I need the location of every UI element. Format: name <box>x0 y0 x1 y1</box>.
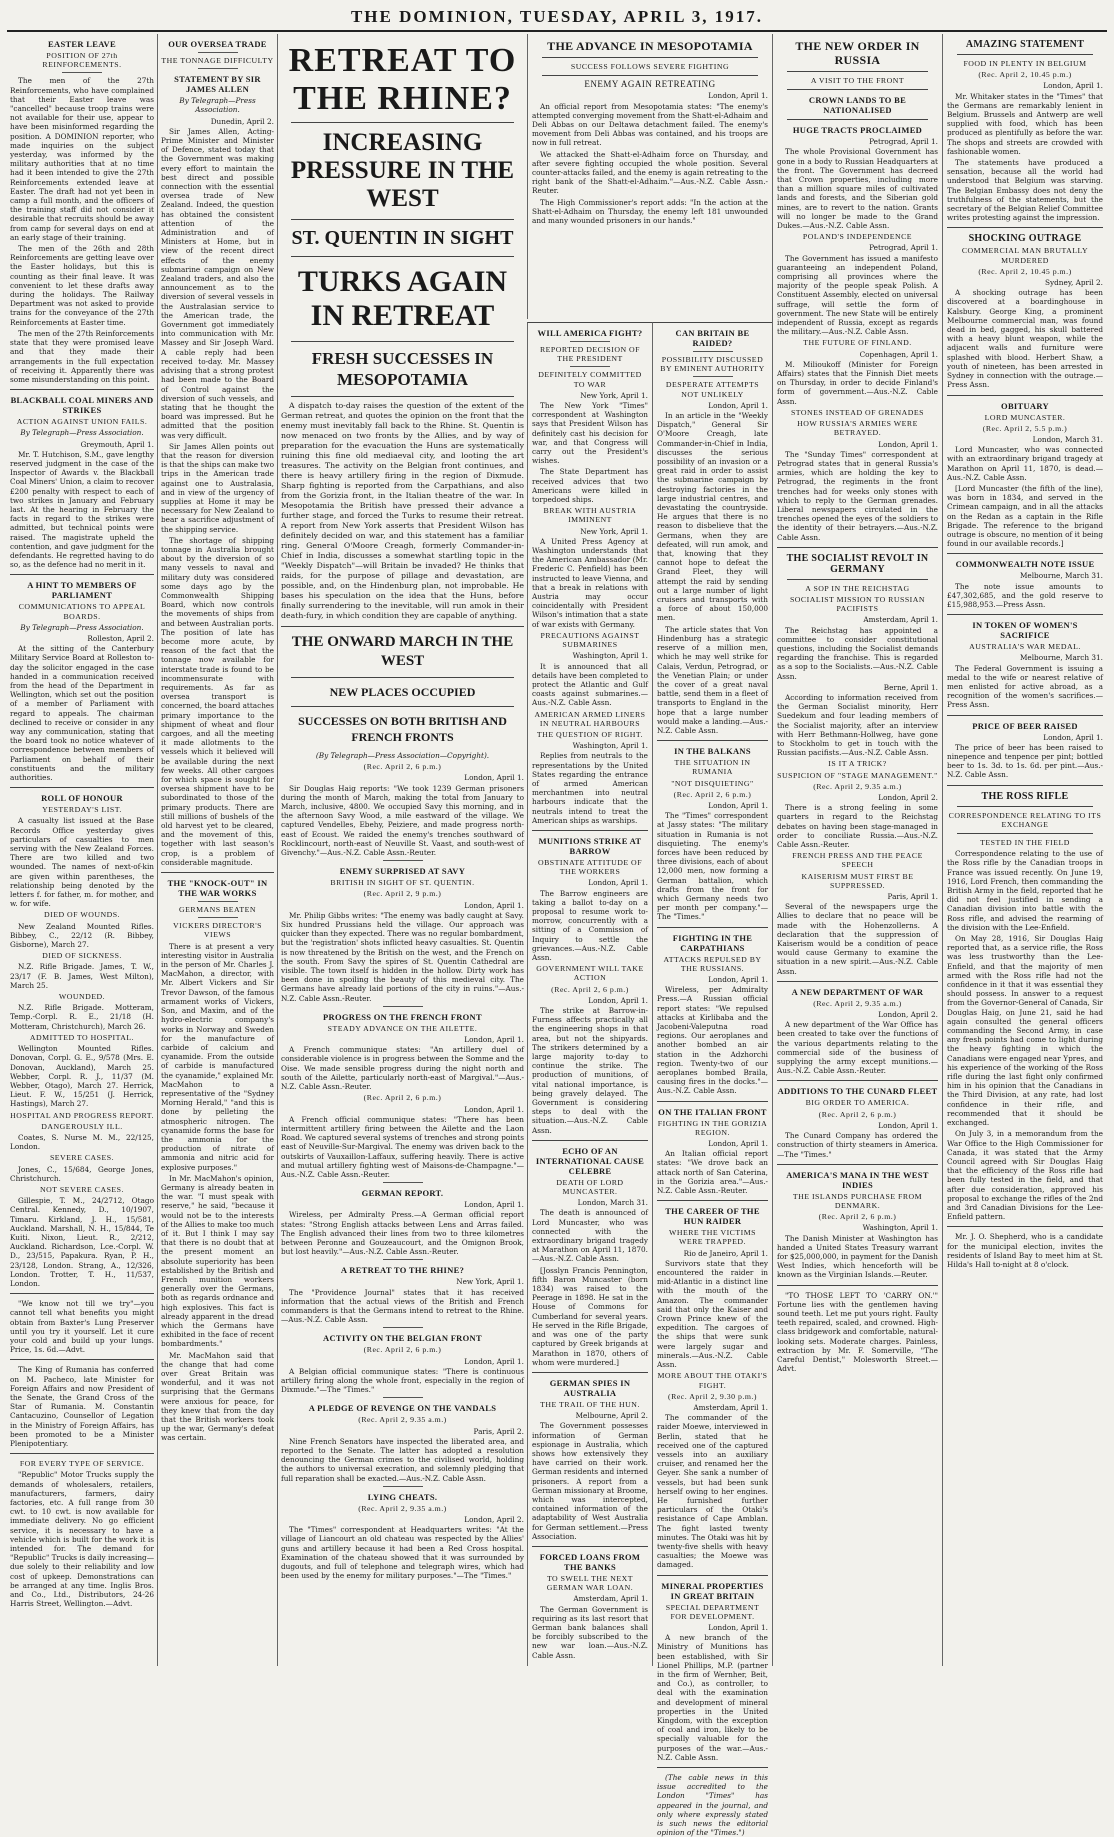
raider-dateline: Rio de Janeiro, April 1. <box>683 1248 768 1258</box>
advert-truck: "Republic" Motor Trucks supply the demands of wholesalers, retailers, manufacturers, farmers, dairy factories, etc. A full range from 30 cwt. to 10 cwt. is now available for immediate delivery. No go efficient service, it is necessary to have a vehicle which is built for the work it is intended for. The demand for "Republic" Trucks is daily increasing—due solely to their reliability and low cost of upkeep. Demonstrations can be arranged at any time. Inglis Bros. and Co., Ltd., Distributors, 24-26 Harris Street, Wellington.—Advt. <box>10 1470 154 1609</box>
token-headline: IN TOKEN OF WOMEN'S SACRIFICE <box>972 620 1078 641</box>
roll-dang: Coates, S. Nurse M. M., 22/125, London. <box>10 1132 154 1152</box>
echo-dateline: London, March 31. <box>577 1198 648 1208</box>
mana-rec: (Rec. April 2, 6 p.m.) <box>818 1212 897 1222</box>
trick-subhead: SUSPICION OF "STAGE MANAGEMENT." <box>777 770 938 780</box>
carpathians-headline: FIGHTING IN THE CARPATHIANS <box>672 932 753 953</box>
knock-para: In Mr. MacMahon's opinion, Germany is already beaten in the war. "I must speak with reserve," he said, "because it would not be to the interests of the Allies to make too much of it. But I think I may say that there is no doubt that at the present moment an absolute superiority has been established by the British and French munition workers generally over the Germans, both as regards ordnance and high explosives. This fact is already apparent in the dread which the Germans have exhibited in the face of recent bombardments." <box>161 1173 274 1349</box>
note-issue-para: The note issue amounts to £47,302,685, and the gold reserve to £15,988,953.—Press Assn. <box>947 581 1103 609</box>
rhine-headline: A RETREAT TO THE RHINE? <box>340 1265 465 1276</box>
austria-head: BREAK WITH AUSTRIA IMMINENT <box>543 506 637 525</box>
successes-para: Sir Douglas Haig reports: "We took 1239 German prisoners during the month of March, making the total from January to March, inclusive, 4800. We occupied Savy this morning, and in the afternoon Savy Wood, a mile eastward of the village. We captured Vendelles, Ebehy, Peiziere, and made progress north-east of Ecoust. We raided the enemy's trenches southward of Rocklincourt, north-east of Neuville St. Vaast, and south-west of Givenchy."—Aus.-N.Z. Cable Assn.-Reuter. <box>281 783 524 858</box>
roll-died: New Zealand Mounted Rifles. Bibbey, C., 22/12 (R. Bibbey, Gisborne), March 27. <box>10 921 154 950</box>
hint-headline: A HINT TO MEMBERS OF PARLIAMENT <box>27 580 137 601</box>
trade-dateline: Dunedin, April 2. <box>210 116 274 126</box>
america-para: The New York "Times" correspondent at Washington says that President Wilson has definitely cast his decision for war, and that Congress will carry out the President's wishes. <box>532 401 648 466</box>
savy-subhead: BRITISH IN SIGHT OF ST. QUENTIN. <box>330 878 475 888</box>
german-dateline: London, April 1. <box>464 1200 524 1210</box>
russia-headline: THE NEW ORDER IN RUSSIA <box>795 39 920 67</box>
balkans-para: The "Times" correspondent at Jassy states: "The military situation in Rumania is not disquieting. The enemy's forces have been reduced by three divisions, each of about 12,000 men, now forming a German battalion, which drafts from the front for which Germany needs two per month per company."—The "Times." <box>657 811 768 922</box>
cunard-dateline: London, April 1. <box>878 1120 938 1130</box>
easter-headline: EASTER LEAVE <box>48 39 116 49</box>
knock-para: There is at present a very interesting visitor in Australia in the person of Mr. Charles J. MacMahon, a director, with Mr. Albert Vickers and Sir Trevor Dawson, of the famous armament works of Vickers, Son, and Maxim, and of the hydro-electric company's works in Norway and Sweden for the manufacture of carbide of calcium and cyanamide. From the outside of carbide is manufactured the cyanamide," explained Mr. MacMahon to a representative of the "Sydney Morning Herald," "and this is done by pelleting the atmospheric nitrogen. The cyanamide forms the base for the ammonia for the production of nitrate of ammonia and nitric acid for explosive purposes." <box>161 941 274 1172</box>
obituary-subhead: LORD MUNCASTER. <box>984 412 1066 422</box>
liners-subhead: THE QUESTION OF RIGHT. <box>536 729 644 739</box>
britain-para: In an article in the "Weekly Dispatch," General Sir O'Moore Creagh, late Commander-in-Chief in India, discusses the serious possibility of an invasion or a great raid in order to assist the submarine campaign by destroying factories in the large industrial centres, and devastating the countryside. He argues that there is no reason to disbelieve that the Germans, when they are defeated, will run amok, and that, knowing that they cannot hope to defeat the Grand Fleet, they will attempt the raid by sending out a large number of light cruisers and transports with a force of about 150,000 men. <box>657 411 768 623</box>
note-issue-dateline: Melbourne, March 31. <box>1019 571 1103 581</box>
gov-dateline: London, April 1. <box>588 995 648 1005</box>
finland-head: THE FUTURE OF FINLAND. <box>803 338 912 348</box>
italian-subhead: FIGHTING IN THE GORIZIA REGION. <box>657 1118 768 1137</box>
echo-subhead: DEATH OF LORD MUNCASTER. <box>556 1177 624 1197</box>
belgian-dateline: London, April 1. <box>464 1356 524 1366</box>
roll-sick-head: DIED OF SICKNESS. <box>42 951 122 961</box>
outrage-para: A shocking outrage has been discovered at a boardinghouse in Kalsbury. George King, a prominent Melbourne commercial man, was found dead in bed, gagged, his skull battered with a heavy blunt weapon, while the adjacent walls and furniture were splashed with blood. Herbert Shaw, a youth of nineteen, has been arrested in Sydney in connection with the outrage.—Press Assn. <box>947 288 1103 390</box>
cunard-headline: ADDITIONS TO THE CUNARD FLEET <box>777 1086 938 1097</box>
otaki-rec: (Rec. April 2, 9.30 p.m.) <box>668 1391 757 1401</box>
advert-lung: "We know not till we try"—you cannot tell what benefits you might obtain from Baxter's Lung Preserver until you try it yourself. Let it cure your cold and build up your lungs. Price, 1s. 6d.—Advt. <box>10 1299 154 1355</box>
amazing-para: The statements have produced a sensation, because all the world had understood that Belgium was starving. The Belgian Embassy does not deny the truthfulness of the statements, but the secretary of the Belgian Relief Committee writes protesting against the impression. <box>947 158 1103 223</box>
britain-dateline: London, April 1. <box>708 400 768 410</box>
italian-headline: ON THE ITALIAN FRONT <box>658 1106 767 1117</box>
balkans-dateline: London, April 1. <box>708 800 768 810</box>
italian-para: An Italian official report states: "We drove back an attack north of San Caterina, in the Gorizia area."—Aus.-N.Z. Cable Assn.-Reuter. <box>657 1149 768 1196</box>
roll-notsev: Gillespie, T. M., 24/2712, Otago Central. Kennedy, D., 10/1907, Timaru. Kirkland, J. H., 15/581, Auckland. Marshall, N. H., 15/844, Te Kuiti. Nixon, Lieut. R., 2/212, Auckland. Richardson, Lce.-Corpl. W. D., 23/515, Papakura. Ryan, P. H., 23/128, London. Strang, A., 12/326, London. Trotter, T. H., 11/537, London. <box>10 1196 154 1288</box>
trade-byline: By Telegraph—Press Association. <box>179 96 256 115</box>
roll-prog-head: HOSPITAL AND PROGRESS REPORT. <box>10 1110 154 1120</box>
coal-dateline: Greymouth, April 1. <box>80 439 154 449</box>
adv-para: An official report from Mesopotamia states: "The enemy's attempted converging movement from the Shatt-el-Adhaim and Deli Abbas on our Deltawa detachment failed. The enemy's movement from Deli Abbas was contained, and his troops are now in full retreat. <box>532 101 768 148</box>
poland-head: POLAND'S INDEPENDENCE <box>802 232 913 242</box>
britain-subhead: POSSIBILITY DISCUSSED BY EMINENT AUTHORITY <box>660 355 765 374</box>
loans-subhead: TO SWELL THE NEXT GERMAN WAR LOAN. <box>546 1573 634 1593</box>
cunard-para: The Cunard Company has ordered the construction of thirty steamers in America.—The "Times." <box>777 1131 938 1159</box>
pledge-headline: A PLEDGE OF REVENGE ON THE VANDALS <box>308 1403 497 1414</box>
lying-rec: (Rec. April 2, 9.35 a.m.) <box>358 1503 447 1513</box>
prog-headline: PROGRESS ON THE FRENCH FRONT <box>323 1011 482 1022</box>
trade-para: Sir James Allen, Acting-Prime Minister and Minister of Defence, stated today that the Government was making every effort to maintain the best direct and possible connection with the essential oversea trade of New Zealand. Indeed, the question has obtained the consistent attention of the Administration and of Ministers at Home, but in view of the recent direct effects of the enemy submarine campaign on New Zealand traders, and also the announcement as to the diversion of several vessels in the Australasian service to the American trade, the Government got immediately into communication with Mr. Massey and Sir Joseph Ward. A cable reply had been received to-day. Mr. Massey advising that a strong protest had been made to the Board of Control against the diversion of such vessels, and stating that he thought the board was impressed. But he admitted that the position was very difficult. <box>161 126 274 440</box>
munitions-subhead: OBSTINATE ATTITUDE OF THE WORKERS <box>537 857 643 877</box>
masthead-title: THE DOMINION, TUESDAY, APRIL 3, 1917. <box>350 7 764 26</box>
austria-para: A United Press Agency at Washington understands that the American Ambassador (Mr. Frederic C. Penfield) has been instructed to leave Vienna, and that a break in relations with Austria may occur coincidentally with President Wilson's intimation that a state of war exists with Germany. <box>532 536 648 629</box>
war-dept-rec: (Rec. April 2, 9.35 a.m.) <box>813 998 902 1008</box>
lying-headline: LYING CHEATS. <box>367 1491 438 1502</box>
obituary-para: [Lord Muncaster (the fifth of the line), was born in 1834, and served in the Crimean campaign, and in all the attacks on the Redan as a captain in the Rifle Brigade. The reference to the brigand outrage is obscure, no mention of it being found in our available records.] <box>947 483 1103 549</box>
america-dateline: New York, April 1. <box>580 390 648 400</box>
german-headline: GERMAN REPORT. <box>361 1188 444 1199</box>
hint-dateline: Rolleston, April 2. <box>87 633 154 643</box>
roll-dang-head: DANGEROUSLY ILL. <box>41 1121 123 1131</box>
socialist-dateline: Amsterdam, April 1. <box>863 615 938 625</box>
roll-notsev-head: NOT SEVERE CASES. <box>40 1184 124 1194</box>
ross-subhead: CORRESPONDENCE RELATING TO ITS EXCHANGE <box>948 810 1102 829</box>
roll-sev-head: SEVERE CASES. <box>49 1153 115 1163</box>
knock-para: Mr. MacMahon said that the change that had come over Great Britain was wonderful, and it was not surprising that the Germans were anxious for peace, for they knew that from the day that the British workers took up the war, Germany's defeat was certain. <box>161 1350 274 1443</box>
beer-para: The price of beer has been raised to ninepence and tenpence per pint; bottled beer to 1s. 3d. to 1s. 6d. per pint.—Aus.-N.Z. Cable Assn. <box>947 742 1103 780</box>
socialist-para: According to information received from the German Socialist minority, Herr Suedekum and four leading members of the Socialist majority, after an interview with Herr Bethmann-Hollweg, have gone to Stockholm to get in touch with the Russian pacifists.—Aus.-N.Z. Cable Assn. <box>777 692 938 758</box>
adv-subhead-2: ENEMY AGAIN RETREATING <box>584 79 716 90</box>
socialist-subhead-2: SOCIALIST MISSION TO RUSSIAN PACIFISTS <box>789 594 926 614</box>
loans-dateline: Amsterdam, April 1. <box>573 1594 648 1604</box>
stones-head: STONES INSTEAD OF GRENADES <box>790 407 925 417</box>
obituary-para: Lord Muncaster, who was connected with an extraordinary brigand tragedy at Marathon on April 11, 1870, is dead.—Aus.-N.Z. Cable Assn. <box>947 445 1103 482</box>
huge-para: The whole Provisional Government has gone in a body to Russian Headquarters at the front. The Government has decreed that Crown properties, including more than a million square miles of cultivated lands and forests, and the Siberian gold mines, are to revert to the nation. Grants will no longer be made to the Grand Dukes.—Aus.-N.Z. Cable Assn. <box>777 147 938 231</box>
onward-headline: THE ONWARD MARCH IN THE WEST <box>291 634 514 669</box>
obituary-rec: (Rec. April 2, 5.5 p.m.) <box>982 423 1068 433</box>
raider-subhead: WHERE THE VICTIMS WERE TRAPPED. <box>668 1228 757 1247</box>
war-dept-dateline: London, April 2. <box>878 1010 938 1020</box>
trick-head: IS IT A TRICK? <box>828 759 887 769</box>
easter-para: The men of the 27th Reinforcements, who have complained that their Easter leave was "cancelled" because troop trains were not available for their use, appear to have been misinformed regarding the position. A DOMINION reporter, who made inquiries on the subject yesterday, was informed by the military authorities that at no time had it been intended to give the 27th Reinforcements extended leave at Easter. The draft had not yet been in camp a full month, and the officers of the training staff did not consider it desirable that recruits should be away from camp for several days on end at an early stage of their training. <box>10 76 154 242</box>
column-5 <box>652 322 772 1837</box>
prog-dateline: London, April 1. <box>464 1035 524 1045</box>
rhine-para: The "Providence Journal" states that it has received information that the actual views of the British and French commanders is that the Germans intend to retreat to the Rhine.—Aus.-N.Z. Cable Assn. <box>281 1287 524 1325</box>
liners-dateline: Washington, April 1. <box>572 741 648 751</box>
advert-truck-head: FOR EVERY TYPE OF SERVICE. <box>19 1459 145 1469</box>
press-head: FRENCH PRESS AND THE PEACE SPEECH <box>792 851 923 870</box>
token-dateline: Melbourne, March 31. <box>1019 653 1103 663</box>
amazing-rec: (Rec. April 2, 10.45 p.m.) <box>978 70 1072 80</box>
trick-rec: (Rec. April 2, 9.35 a.m.) <box>813 781 902 791</box>
mineral-dateline: London, April 1. <box>708 1622 768 1632</box>
stones-para: The "Sunday Times" correspondent at Petrograd states that in general Russia's armies, which are holding the key to Petrograd, the regiments in the front trenches had for weeks only stones with which to reply to the German grenades. Liberal newspapers circulated in the trenches opened the eyes of the soldiers to the identity of their betrayers.—Aus.-N.Z. Cable Assn. <box>777 449 938 542</box>
ross-subhead-2: TESTED IN THE FIELD <box>980 838 1070 847</box>
prog-para: A French official communique states: "There has been intermittent artillery firing between the Ailette and the Laon Road. We captured several systems of trenches and strong points east of Neuville-Sur-Margival. The enemy was driven back to the outskirts of Vauxaillon-Laffaux, suffering heavily. There is active and mutual artillery fighting west of Maisons-de-Champagne."—Aus.-N.Z. Cable Assn.-Reuter. <box>281 1114 524 1179</box>
precautions-head: PRECAUTIONS AGAINST SUBMARINES <box>540 630 640 650</box>
trick-dateline: London, April 2. <box>878 793 938 802</box>
coal-byline: By Telegraph—Press Association. <box>20 428 144 438</box>
prog-dateline-2: London, April 1. <box>464 1104 524 1114</box>
trade-para: The shortage of shipping tonnage in Australia brought about by the diversion of so many vessels to naval and military duty was considered some days ago by the Commonwealth Shipping Board, which now controls the movements of ships from and between Australian ports. The position of late has become more acute, by reason of the fact that the tonnage now available for interstate trade is found to be incommensurate with requirements. As far as oversea transport is concerned, the board attaches primary importance to the shipment of wheat and flour cargoes, and all the meeting it made allotments to the vessels which it believed will be available during the next few weeks. All other cargoes for which space is sought for oversea shipment have to be subordinated to those of the primary products. There are still millions of bushels of the old harvest yet to be cleared, and the movement of this, together with last season's crop, is a problem of considerable magnitude. <box>161 535 274 867</box>
america-subhead: REPORTED DECISION OF THE PRESIDENT <box>539 345 641 364</box>
beer-dateline: London, April 1. <box>1043 732 1103 742</box>
carpathians-dateline: London, April 1. <box>708 974 768 984</box>
easter-para: The men of the 26th and 28th Reinforcements are getting leave over the Easter holidays, but this is counting as their final leave. It was convenient to let these drafts away during the holidays. The Railway Department was not asked to provide trains for the conveyance of the 27th Reinforcements at Easter time. <box>10 244 154 327</box>
trade-headline: OUR OVERSEA TRADE <box>168 39 267 49</box>
echo-para: The death is announced of Lord Muncaster, who was connected with the extraordinary brigand tragedy at Marathon on April 11, 1870.—Aus.-N.Z. Cable Assn. <box>532 1208 648 1264</box>
trade-para: Sir James Allen points out that the reason for diversion is that the ships can make two trips in the American trade against one to Australasia, and in view of the urgency of supplies at Home it may be necessary for New Zealand to bear a sacrifice adjustment of the shipping service. <box>161 441 274 534</box>
stones-dateline: London, April 1. <box>878 439 938 449</box>
easter-subhead: POSITION OF 27th REINFORCEMENTS. <box>42 51 122 70</box>
britain-headline: CAN BRITAIN BE RAIDED? <box>675 328 750 348</box>
echo-headline: ECHO OF AN INTERNATIONAL CAUSE CELEBRE <box>535 1145 645 1176</box>
stones-subhead: HOW RUSSIA'S ARMIES WERE BETRAYED. <box>797 419 918 438</box>
quentin-headline: ST. QUENTIN IN SIGHT <box>291 227 514 249</box>
german-para: Wireless, per Admiralty Press.—A German official report states: "Strong English attacks between Lens and Arras failed. The English advanced their lines from two to three kilometres between Peronne and Gouzeaucourt, and the Omignon Brook, but lost heavily."—Aus.-N.Z. Cable Assn.-Reuter. <box>281 1210 524 1257</box>
carpathians-para: Wireless, per Admiralty Press.—A Russian official report states: "We repulsed attacks at Kirlibaba and the Jacobeni-Valeputna road regions. Our aeroplanes and another bombed an air station in the Adzhorchi region. Twenty-two of our aeroplanes bombed Braila, causing fires in the docks."—Aus.-N.Z. Cable Assn. <box>657 985 768 1096</box>
amazing-dateline: London, April 1. <box>1043 81 1103 91</box>
easter-para: The men of the 27th Reinforcements state that they were promised leave and that they made their arrangements in the full expectation of receiving it. Apparently there was some misunderstanding on this point. <box>10 328 154 384</box>
munitions-dateline: London, April 1. <box>588 878 648 888</box>
roll-headline: ROLL OF HONOUR <box>41 793 123 804</box>
knock-subhead-2: VICKERS DIRECTOR'S VIEWS <box>173 921 262 940</box>
spies-subhead: THE TRAIL OF THE HUN. <box>540 1399 640 1409</box>
adv-dateline: London, April 1. <box>708 91 768 101</box>
press-dateline: Paris, April 1. <box>887 892 938 902</box>
echo-para: [Josslyn Francis Pennington, fifth Baron Muncaster (born 1834) was raised to the Peerage in 1898. He sat in the House of Commons for Cumberland for several years. He served in the Rifle Brigade, and was one of the party captured by Greek brigands at Marathon in 1870, others of whom were murdered.] <box>532 1265 648 1367</box>
otaki-para: The commander of the raider Moewe, interviewed in Berlin, stated that he received one of the captured vessels into an auxiliary cruiser, and renamed her the Geyer. She sank a number of vessels, but had been sunk herself owing to her engines. He furnished further particulars of the Otaki's resistance of Cape Amblan. The fight lasted twenty minutes. The Otaki was hit by twenty-five shells with heavy casualties; the Moewe was damaged. <box>657 1413 768 1570</box>
token-para: The Federal Government is issuing a medal to the wife or nearest relative of men enlisted for active abroad, as a recognition of the women's sacrifices.—Press Assn. <box>947 663 1103 710</box>
pledge-para: Nine French Senators have inspected the liberated area, and reported to the Senate. The latter has adopted a resolution denouncing the German crimes to the civilised world, holding the authors to universal execration, and solemnly pledging that full reparation shall be exacted.—Aus.-N.Z. Cable Assn. <box>281 1436 524 1483</box>
knock-headline: THE "KNOCK-OUT" IN THE WAR WORKS <box>167 878 268 899</box>
amazing-headline: AMAZING STATEMENT <box>965 39 1085 50</box>
ross-para: On July 3, in a memorandum from the War Office to the High Commissioner for Canada, it was stated that the Army Council agreed with Sir Douglas Haig that the efficiency of the Ross rifle had been fully tested in the field, and that after due consideration, approved his proposal to exchange the rifles of the 2nd and 3rd Canadian Divisions for the Lee-Enfield pattern. <box>947 1129 1103 1222</box>
note-issue-headline: COMMONWEALTH NOTE ISSUE <box>955 559 1095 570</box>
balkans-rec: (Rec. April 2, 6 p.m.) <box>673 789 752 799</box>
finland-para: M. Milioukoff (Minister for Foreign Affairs) states that the Finnish Diet meets on Thursday, in order to decide Finland's form of government.—Aus.-N.Z. Cable Assn. <box>777 359 938 406</box>
outrage-subhead: COMMERCIAL MAN BRUTALLY MURDERED <box>961 246 1089 265</box>
raider-para: Survivors state that they encountered the raider in mid-Atlantic in a distinct line with the mouth of the Amazon. The commander said that only the Kaiser and Crown Prince knew of the expedition. The cargoes of the ships that were sunk were largely sugar and minerals.—Aus.-N.Z. Cable Assn. <box>657 1258 768 1370</box>
hint-byline: By Telegraph—Press Association. <box>20 622 144 632</box>
mineral-headline: MINERAL PROPERTIES IN GREAT BRITAIN <box>661 1580 764 1601</box>
prog-subhead: STEADY ADVANCE ON THE AILETTE. <box>327 1023 478 1033</box>
ross-headline: THE ROSS RIFLE <box>981 790 1069 802</box>
balkans-subhead-2: "NOT DISQUIETING" <box>671 778 754 788</box>
successes-byline: (By Telegraph—Press Association—Copyright). <box>315 751 490 760</box>
adv-headline: THE ADVANCE IN MESOPOTAMIA <box>547 39 753 53</box>
outrage-dateline: Sydney, April 2. <box>1045 278 1103 288</box>
balkans-headline: IN THE BALKANS <box>674 746 751 757</box>
hint-subhead: COMMUNICATIONS TO APPEAL BOARDS. <box>18 602 146 621</box>
belgian-para: A Belgian official communique states: "There is continuous artillery firing along the whole front, especially in the region of Dixmude."—The "Times." <box>281 1366 524 1395</box>
candidate-notice: Mr. J. O. Shepherd, who is a candidate for the municipal election, invites the residents of Island Bay to meet him at St. Hilda's Hall to-night at 8 o'clock. <box>947 1232 1103 1269</box>
spies-para: The Government possesses information of German espionage in Australia, which shows how extensively they have carried on their work. German residents and interned prisoners. A report from a German missionary at Broome, which was intercepted, contained information of the adaptability of West Australia for German settlement.—Press Association. <box>532 1421 648 1541</box>
hint-para: At the sitting of the Canterbury Military Service Board at Rolleston to-day the solicitor engaged in the case handed in a communication received from the head of the Department in Wellington, which set out the position of a member of Parliament with regard to appeals. The chairman declined to receive or consider in any way any communication, stating that the board took no notice whatever of correspondence between members of Parliament on behalf of their constituents and the military authorities. <box>10 644 154 783</box>
spies-dateline: Melbourne, April 2. <box>575 1411 648 1421</box>
adv-para: The High Commissioner's report adds: "In the action at the Shatt-el-Adhaim on Thursday, the enemy left 181 unwounded and many wounded prisoners in our hands." <box>532 197 768 226</box>
lying-dateline: London, April 2. <box>464 1515 524 1524</box>
italian-dateline: London, April 1. <box>708 1139 768 1149</box>
mesopotamia-story <box>527 34 772 319</box>
adv-para: We attacked the Shatt-el-Adhaim force on Thursday, and after severe fighting occupied the whole position. Several counter-attacks failed, and the enemy is again retreating to the right bank of the Shatt-el-Adhaim."—Aus.-N.Z. Cable Assn.-Reuter. <box>532 149 768 196</box>
gov-head: GOVERNMENT WILL TAKE ACTION <box>536 964 644 983</box>
roll-para: A casualty list issued at the Base Records Office yesterday gives particulars of casualties to men serving with the New Zealand Forces. There are two killed and two wounded. The names of next-of-kin are given within parentheses, the relationship being denoted by the letters f. for father, m. for mother, and w. for wife. <box>10 816 154 909</box>
socialist-headline: THE SOCIALIST REVOLT IN GERMANY <box>786 552 929 575</box>
ross-para: On May 28, 1916, Sir Douglas Haig reported that, as a service rifle, the Ross was less trustworthy than the Lee-Enfield, and that the majority of men armed with the Ross rifle had not the confidence in it that it was essential they should possess. In answer to a request from the Governor-General of Canada, Sir Douglas Haig, on June 21, said he had again consulted the general officers commanding the Second Army, in case any fresh points had come to light during the heavy fighting in which the Canadians were engaged near Ypres, and his experience of the working of the Ross rifle during the last fight only confirmed him in his opinion that the Canadians in the Third Division, at any rate, had lost confidence in their rifle, and recommended that it should be exchanged. <box>947 934 1103 1128</box>
rhine-dateline: New York, April 1. <box>456 1277 524 1287</box>
amazing-para: Mr. Whitaker states in the "Times" that the Germans are remarkably lenient in Belgium. Brussels and Antwerp are well supplied with food, which has been produced as plentifully as before the war. The shops and streets are crowded with fashionable women. <box>947 91 1103 156</box>
cable-note: (The cable news in this issue accredited to the London "Times" has appeared in the journal, and only where expressly stated is such news the editorial opinion of the "Times.") <box>657 1773 768 1837</box>
spies-headline: GERMAN SPIES IN AUSTRALIA <box>549 1377 631 1398</box>
balkans-subhead: THE SITUATION IN RUMANIA <box>674 758 751 777</box>
poland-dateline: Petrograd, April 1. <box>869 243 938 253</box>
fresh-headline: FRESH SUCCESSES IN MESOPOTAMIA <box>311 349 494 389</box>
columns <box>7 34 1107 1837</box>
war-dept-para: A new department of the War Office has been created to take over the functions of the various departments relating to the commercial side of the business of supplying the army except munitions.—Aus.-N.Z. Cable Assn.-Reuter. <box>777 1020 938 1076</box>
austria-dateline: New York, April 1. <box>580 526 648 536</box>
huge-headline: HUGE TRACTS PROCLAIMED <box>792 125 923 136</box>
ross-para: Correspondence relating to the use of the Ross rifle by the Canadian troops in France was issued recently. On June 19, 1916, Lord French, then commanding the British Army in the field, reported that he did not feel justified in sending a Canadian division into battle with the Ross rifle, and advised the rearming of the division with the Lee-Enfield. <box>947 849 1103 932</box>
masthead <box>7 4 1107 32</box>
munitions-para: The Barrow engineers are taking a ballot to-day on a proposal to resume work to-morrow, concurrently with a sitting of a Commission of Inquiry to settle the grievances.—Aus.-N.Z. Cable Assn. <box>532 888 648 962</box>
belgian-rec: (Rec. April 2, 6 p.m.) <box>363 1345 442 1355</box>
turks-headline: TURKS AGAIN IN RETREAT <box>297 265 508 332</box>
column-7 <box>942 34 1107 1666</box>
column-4 <box>527 322 652 1666</box>
lying-para: The "Times" correspondent at Headquarters writes: "At the village of Liancourt an old chateau was respected by the Allies' guns and artillery because it had been a Red Cross hospital. Examination of the chateau showed that it was surrounded by dugouts, and full of telephone and telegraph wires, which had been used by the enemy for military purposes."—The "Times." <box>281 1525 524 1581</box>
roll-subhead: YESTERDAY'S LIST. <box>42 805 122 815</box>
prog-para: A French communique states: "An artillery duel of considerable violence is in progress between the Somme and the Oise. We made sensible progress during the night north and south of the Ailette, particularly north-east of Margival."—Aus.-N.Z. Cable Assn.-Reuter. <box>281 1045 524 1092</box>
savy-rec: (Rec. April 2, 9 p.m.) <box>363 889 442 899</box>
coal-subhead: ACTION AGAINST UNION FAILS. <box>16 417 148 427</box>
rumania-para: The King of Rumania has conferred on M. Pacheco, late Minister for Foreign Affairs and now President of the Senate, the Grand Cross of the Star of Rumania. M. Constantin Cantacuzino, Counsellor of Legation in the Ministry of Foreign Affairs, has been promoted to be a Minister Plenipotentiary. <box>10 1365 154 1449</box>
trick-para: There is a strong feeling in some quarters in regard to the Reichstag debates on having been stage-managed in order to conciliate Russia.—Aus.-N.Z. Cable Assn.-Reuter. <box>777 803 938 850</box>
successes-dateline: London, April 1. <box>464 773 524 783</box>
socialist-dateline-2: Berne, April 1. <box>883 682 938 692</box>
cunard-subhead: BIG ORDER TO AMERICA. <box>805 1098 910 1108</box>
column-6 <box>772 34 942 1666</box>
lead-para: A dispatch to-day raises the question of the extent of the German retreat, and quotes the opinion on the front that the enemy must inevitably fall back to the Rhine. St. Quentin is now menaced on two fronts by the Allies, and by way of preparation for the evacuation the Huns are systematically ruining this fine old mediaeval city, and looting the art treasures. The activity on the Belgian front continues, and there is heavy artillery firing in the region of Dixmude. Sharp fighting is reported from the Carpathians, and also from the Gorizia front, in the Italian theatre of the war. In Mesopotamia the British have pressed their advance a further stage, and forced the Turks to resume their retreat. A report from New York asserts that President Wilson has definitely decided on war, and this statement has a familiar ring. General O'Moore Creagh, formerly Commander-in-Chief in India, discusses a somewhat startling topic in the "Weekly Dispatch"—will Britain be invaded? He thinks that raids, for the purpose of pillage and devastation, are possible, and, on the Hindenburg plan, not improbable. He bases his speculation on the idea that the Huns, before finally surrendering to the inevitable, will run amok in their death-fury, in which condition they are capable of anything. <box>281 401 524 620</box>
outrage-headline: SHOCKING OUTRAGE <box>968 233 1082 245</box>
precautions-dateline: Washington, April 1. <box>572 651 648 661</box>
savy-para: Mr. Philip Gibbs writes: "The enemy was badly caught at Savy. Six hundred Prussians held the village. Our approach was quicker than they expected. There was no regular bombardment, but the 'registration' shots inflicted heavy casualties. St. Quentin is now threatened by the British on the west, and the French on the south. From Savy the spires of St. Quentin Cathedral are visible. The town itself is hidden in the hollow. Dirty work has been done in spoiling the beauty of this medieval city. The Germans have already laid portions of the city in ruins."—Aus.-N.Z. Cable Assn.-Reuter. <box>281 910 524 1003</box>
successes-headline: SUCCESSES ON BOTH BRITISH AND FRENCH FRONTS <box>298 714 507 744</box>
mana-dateline: Washington, April 1. <box>862 1223 938 1233</box>
roll-wound: N.Z. Rifle Brigade. Motteram, Temp.-Corpl. R. E., 21/18 (H. Motteram, Christchurch), March 26. <box>10 1003 154 1031</box>
lead-headline: RETREAT TO THE RHINE? <box>288 42 517 117</box>
finland-dateline: Copenhagen, April 1. <box>859 349 938 359</box>
pressure-headline: INCREASING PRESSURE IN THE WEST <box>290 129 515 212</box>
mana-headline: AMERICA'S MANA IN THE WEST INDIES <box>786 1169 929 1190</box>
crown-headline: CROWN LANDS TO BE NATIONALISED <box>808 95 907 116</box>
roll-hosp-head: ADMITTED TO HOSPITAL. <box>29 1032 135 1042</box>
mineral-subhead: SPECIAL DEPARTMENT FOR DEVELOPMENT. <box>665 1602 760 1621</box>
pledge-rec: (Rec. April 2, 9.35 a.m.) <box>358 1415 447 1425</box>
liners-head: AMERICAN ARMED LINERS IN NEUTRAL HARBOURS <box>534 709 646 728</box>
america-headline: WILL AMERICA FIGHT? <box>537 328 643 338</box>
places-headline: NEW PLACES OCCUPIED <box>329 685 476 699</box>
savy-dateline: London, April 1. <box>464 900 524 910</box>
beer-headline: PRICE OF BEER RAISED <box>972 720 1078 731</box>
britain-subhead-2: DESPERATE ATTEMPTS NOT UNLIKELY <box>665 380 760 399</box>
column-1 <box>7 34 157 1666</box>
column-2 <box>157 34 277 1666</box>
mana-para: The Danish Minister at Washington has handed a United States Treasury warrant for $25,000,000, in payment for the Danish West Indies, which henceforth will be known as the Virginian Islands.—Reuter. <box>777 1233 938 1280</box>
token-subhead: AUSTRALIA'S WAR MEDAL. <box>969 642 1081 652</box>
liners-para: Replies from neutrals to the representations by the United States regarding the entrance of armed American merchantmen into neutral harbours indicate that the neutrals intend to treat the American ships as warships. <box>532 751 648 825</box>
otaki-dateline: Amsterdam, April 1. <box>693 1402 768 1412</box>
cunard-rec: (Rec. April 2, 6 p.m.) <box>818 1109 897 1119</box>
advert-dentist: "TO THOSE LEFT TO 'CARRY ON.'" Fortune lies with the gentlemen having sound teeth. Let me put yours right. Faulty teeth repaired, scaled, and crowned. High-class bridgework and comfortable, natural-looking sets. Moderate charges. Painless, extraction by Mr. F. Somerville, "The Careful Dentist," Molesworth Street.—Advt. <box>777 1290 938 1374</box>
america-para: The State Department has received advices that two Americans were killed in torpedoed ships. <box>532 467 648 505</box>
pledge-dateline: Paris, April 2. <box>473 1426 524 1436</box>
loans-headline: FORCED LOANS FROM THE BANKS <box>539 1551 641 1572</box>
war-dept-headline: A NEW DEPARTMENT OF WAR <box>791 986 924 997</box>
adv-subhead: SUCCESS FOLLOWS SEVERE FIGHTING <box>570 62 730 71</box>
column-3 <box>277 34 527 1666</box>
coal-headline: BLACKBALL COAL MINERS AND STRIKES <box>10 395 154 416</box>
press-subhead: KAISERISM MUST FIRST BE SUPPRESSED. <box>801 871 914 890</box>
gov-rec: (Rec. April 2, 6 p.m.) <box>551 984 629 994</box>
britain-para: The article states that Von Hindenburg has a strategic reserve of a million men, which he may well strike for Calais, Verdun, Petrograd, or the Venetian Plain; or under the cover of a great naval battle, send them in a fleet of transports to England in the hope that a large number would make a landing.—Aus.-N.Z. Cable Assn. <box>657 624 768 735</box>
huge-dateline: Petrograd, April 1. <box>869 137 938 147</box>
loans-para: The German Government is requiring as its last resort that German bank balances shall be forcibly subscribed to the new war loan.—Aus.-N.Z. Cable Assn. <box>532 1604 648 1660</box>
roll-hosp: Wellington Mounted Rifles. Donovan, Corpl. G. E., 9/578 (Mrs. E. Donovan, Auckland), March 25. Webber, Corpl. R. J., 11/37 (M. Webber, Otago), March 27. Herrick, Lieut. F. W., 15/251 (J. Herrick, Hastings), March 27. <box>10 1044 154 1109</box>
belgian-headline: ACTIVITY ON THE BELGIAN FRONT <box>323 1333 482 1344</box>
prog-rec: (Rec. April 2, 6 p.m.) <box>363 1093 442 1103</box>
knock-subhead: GERMANS BEATEN <box>179 905 256 915</box>
roll-wound-head: WOUNDED. <box>58 992 106 1002</box>
savy-headline: ENEMY SURPRISED AT SAVY <box>339 866 466 877</box>
roll-sick: N.Z. Rifle Brigade. James, T. W., 23/17 (F. B. James, West Milton), March 25. <box>10 962 154 990</box>
successes-rec: (Rec. April 2, 6 p.m.) <box>363 762 442 772</box>
trade-subhead: THE TONNAGE DIFFICULTY <box>161 56 274 65</box>
roll-died-head: DIED OF WOUNDS. <box>43 910 120 920</box>
russia-subhead: A VISIT TO THE FRONT <box>810 76 905 85</box>
gov-para: The strike at Barrow-in-Furness affects practically all the engineering shops in that area, but not the shipyards. The strikers determined by a large majority to-day to continue the strike. The production of munitions, of vital national importance, is being gravely delayed. The Government is considering steps to deal with the situation.—Aus.-N.Z. Cable Assn. <box>532 1006 648 1135</box>
coal-para: Mr. T. Hutchison, S.M., gave lengthy reserved judgment in the case of the Inspector of Awards v. the Blackball Coal Miners' Union, a claim to recover £200 penalty with respect to each of two strikes in January and February last. At the hearing in February the facts in regard to the strikes were admitted, but technical points were raised. The magistrate upheld the contention, and gave judgment for the defendants. He regretted having to do so, as the defence had no merit in it. <box>10 449 154 570</box>
socialist-subhead: A SOP IN THE REICHSTAG <box>805 583 910 593</box>
amazing-subhead: FOOD IN PLENTY IN BELGIUM <box>963 59 1087 68</box>
precautions-para: It is announced that all details have been completed to protect the Atlantic and Gulf coasts against submarines.—Aus.-N.Z. Cable Assn. <box>532 661 648 708</box>
america-subhead-2: DEFINITELY COMMITTED TO WAR <box>538 370 642 389</box>
carpathians-subhead: ATTACKS REPULSED BY THE RUSSIANS. <box>663 954 762 973</box>
poland-para: The Government has issued a manifesto guaranteeing an independent Poland, comprising all provinces where the majority of the people speak Polish. A Constituent Assembly, elected on universal suffrage, will settle the form of government. The new State will be entirely independent of Russia, except as regards the military.—Aus.-N.Z. Cable Assn. <box>777 253 938 337</box>
socialist-para: The Reichstag has appointed a committee to consider constitutional questions, including the Socialist demands regarding the franchise. This is regarded as a sop to the Socialists.—Aus.-N.Z. Cable Assn. <box>777 625 938 681</box>
outrage-rec: (Rec. April 2, 10.45 p.m.) <box>978 266 1072 276</box>
raider-headline: THE CAREER OF THE HUN RAIDER <box>665 1206 760 1227</box>
mana-subhead: THE ISLANDS PURCHASE FROM DENMARK. <box>792 1191 923 1210</box>
trade-headline-2: STATEMENT BY SIR JAMES ALLEN <box>174 74 261 95</box>
mineral-para: A new branch of the Ministry of Munitions has been established, with Sir Lionel Phillips, M.P. (partner in the firm of Wernher, Beit, and Co.), as controller, to deal with the examination and development of mineral properties in the United Kingdom, with the exception of coal and iron, likely to be specially valuable for the purposes of the war.—Aus.-N.Z. Cable Assn. <box>657 1633 768 1762</box>
munitions-headline: MUNITIONS STRIKE AT BARROW <box>538 835 642 856</box>
obituary-headline: OBITUARY <box>1001 400 1049 411</box>
obituary-dateline: London, March 31. <box>1032 434 1103 444</box>
otaki-head: MORE ABOUT THE OTAKI'S FIGHT. <box>657 1371 768 1390</box>
press-para: Several of the newspapers urge the Allies to declare that no peace will be made with the Hohenzollerns. A declaration that the suppression of Kaiserism would be a condition of peace would cause Germany to examine the situation in a new spirit.—Aus.-N.Z. Cable Assn. <box>777 902 938 976</box>
newspaper-page <box>7 4 1107 1837</box>
roll-sev: Jones, C., 15/684, George Jones, Christchurch. <box>10 1164 154 1183</box>
